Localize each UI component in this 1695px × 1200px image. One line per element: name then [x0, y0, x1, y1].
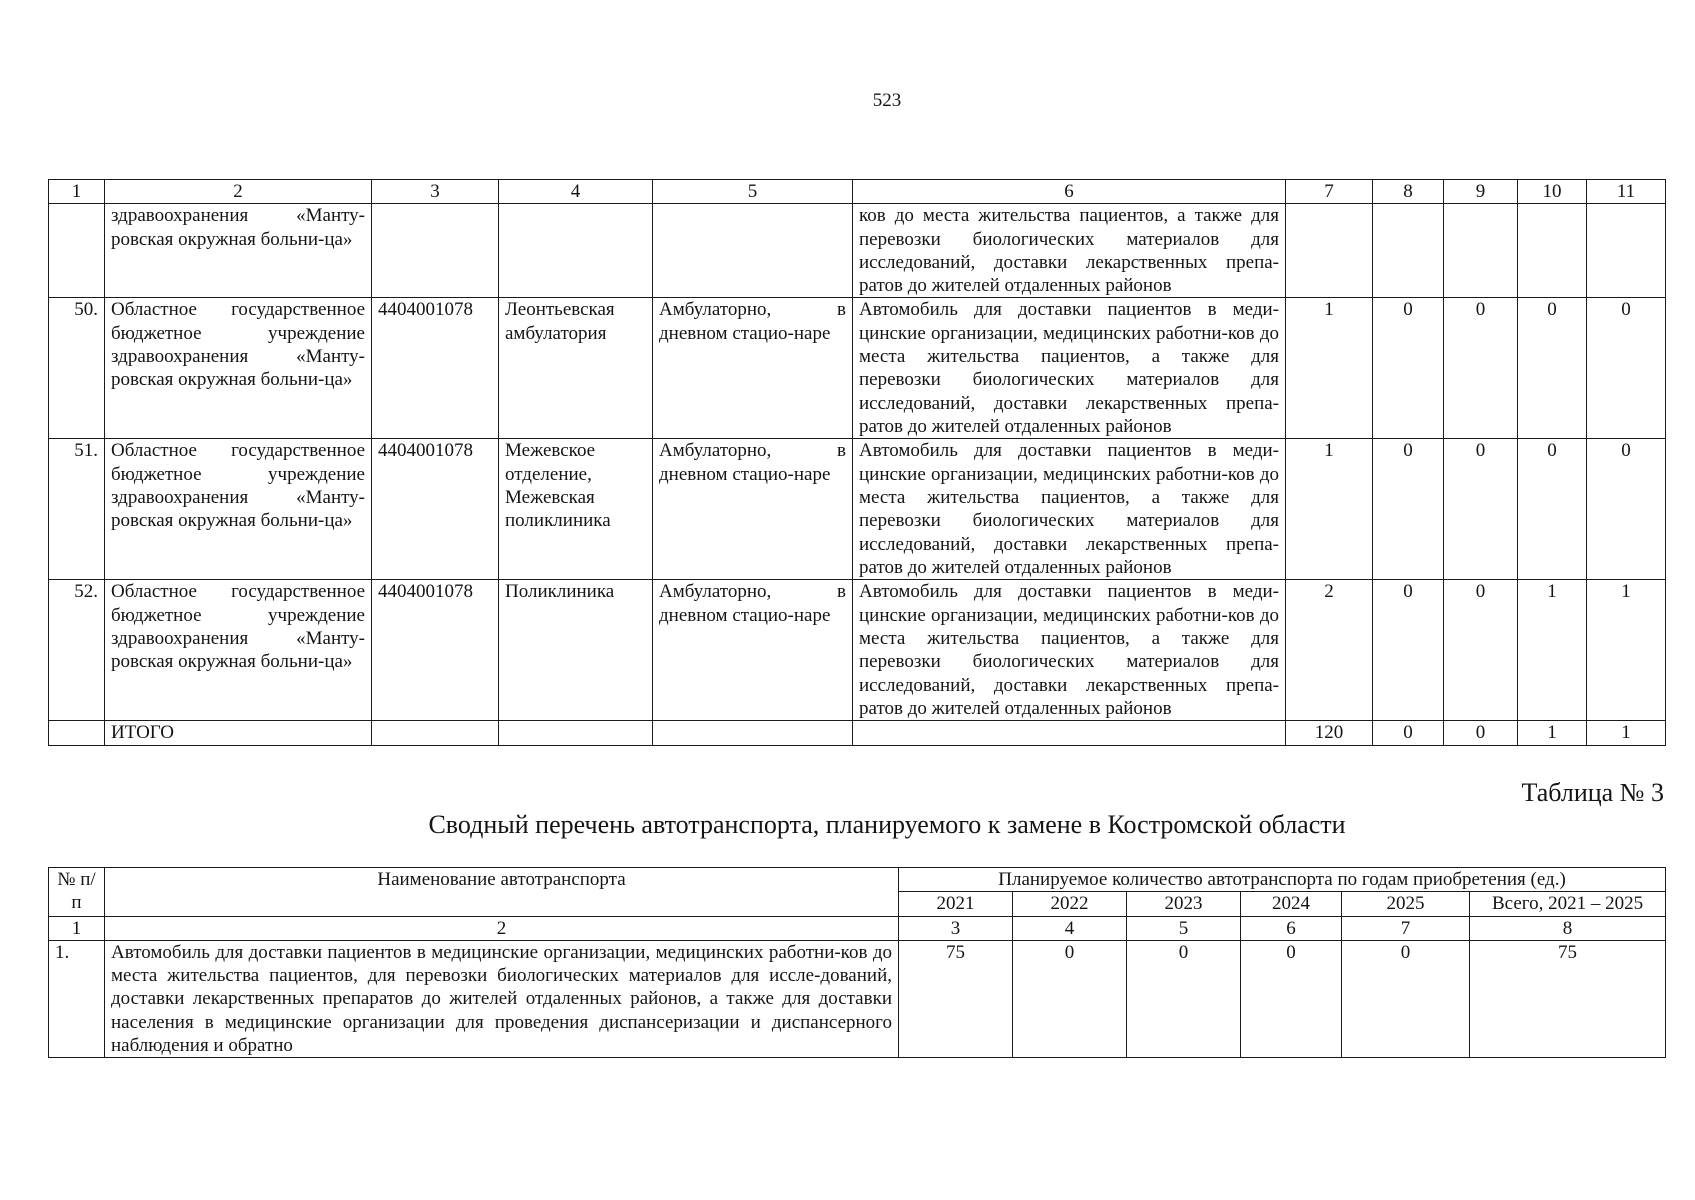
column-number: 6: [853, 180, 1286, 204]
value-cell: 0: [1127, 940, 1241, 1057]
column-number: 5: [1127, 916, 1241, 940]
vehicle-name-cell: Автомобиль для доставки пациентов в медицинские организации, медицинских работни-ков до места жительства пациентов, для перевозки биологических материалов для иссле-дований, доставки лекарственных препаратов до жителей отдаленных районов, а также для доставки населения в медицинские организации для проведения диспансеризации и диспансерного наблюдения и обратно: [105, 940, 899, 1057]
year-header: 2021: [899, 892, 1013, 916]
column-number-row: [49, 180, 1666, 204]
table-title: Сводный перечень автотранспорта, планируемого к замене в Костромской области: [428, 810, 1346, 839]
column-number: 7: [1342, 916, 1470, 940]
row-number: 51.: [49, 439, 105, 580]
total-value: 0: [1373, 721, 1444, 745]
value-cell: 0: [1013, 940, 1127, 1057]
mode-cell: Амбулаторно, в дневном стацио-наре: [653, 439, 853, 580]
total-value: 0: [1444, 721, 1518, 745]
year-header: 2023: [1127, 892, 1241, 916]
unit-cell: Поликлиника: [499, 580, 653, 721]
column-number: 8: [1470, 916, 1666, 940]
page-number: 523: [872, 90, 902, 111]
column-number: 5: [653, 180, 853, 204]
table-row: [49, 298, 1666, 439]
organization-cell: здравоохранения «Манту-ровская окружная больни-ца»: [105, 204, 372, 298]
value-cell: 0: [1518, 439, 1587, 580]
column-number: 8: [1373, 180, 1444, 204]
table-row: [49, 439, 1666, 580]
value-cell: 0: [1342, 940, 1470, 1057]
year-header: 2022: [1013, 892, 1127, 916]
column-number: 6: [1241, 916, 1342, 940]
number-header: № п/п: [49, 868, 105, 917]
value-cell: 1: [1587, 580, 1666, 721]
continuation-row: [49, 204, 1666, 298]
total-value: 120: [1286, 721, 1373, 745]
column-number: 7: [1286, 180, 1373, 204]
row-number: 1.: [49, 940, 105, 1057]
column-number: 2: [105, 180, 372, 204]
column-number: 3: [899, 916, 1013, 940]
value-cell: 0: [1444, 298, 1518, 439]
value-cell: 1: [1286, 298, 1373, 439]
row-number: 52.: [49, 580, 105, 721]
summary-table: [48, 867, 1666, 1058]
total-header: Всего, 2021 – 2025: [1470, 892, 1666, 916]
column-number-row: [49, 916, 1666, 940]
year-header: 2025: [1342, 892, 1470, 916]
mode-cell: Амбулаторно, в дневном стацио-наре: [653, 298, 853, 439]
total-label: ИТОГО: [105, 721, 372, 745]
total-row: [49, 721, 1666, 745]
total-value: 1: [1518, 721, 1587, 745]
value-cell: 0: [1444, 439, 1518, 580]
table-row: [49, 940, 1666, 1057]
year-header: 2024: [1241, 892, 1342, 916]
column-number: 3: [372, 180, 499, 204]
value-cell: 0: [1587, 439, 1666, 580]
value-cell: 75: [899, 940, 1013, 1057]
value-cell: 75: [1470, 940, 1666, 1057]
value-cell: 1: [1518, 580, 1587, 721]
column-number: 10: [1518, 180, 1587, 204]
column-number: 11: [1587, 180, 1666, 204]
value-cell: 0: [1373, 298, 1444, 439]
value-cell: 0: [1444, 580, 1518, 721]
total-value: 1: [1587, 721, 1666, 745]
column-number: 2: [105, 916, 899, 940]
table-row: [49, 580, 1666, 721]
organization-cell: Областное государственное бюджетное учреждение здравоохранения «Манту-ровская окружная больни-ца»: [105, 298, 372, 439]
purpose-cell: ков до места жительства пациентов, а также для перевозки биологических материалов для исследований, доставки лекарственных препа-ратов до жителей отдаленных районов: [853, 204, 1286, 298]
unit-cell: Леонтьевская амбулатория: [499, 298, 653, 439]
header-row: [49, 868, 1666, 892]
column-number: 1: [49, 180, 105, 204]
vehicle-allocation-table: [48, 179, 1666, 746]
unit-cell: Межевское отделение, Межевская поликлиника: [499, 439, 653, 580]
table-label: Таблица № 3: [1521, 778, 1664, 807]
inn-cell: 4404001078: [372, 298, 499, 439]
value-cell: 0: [1241, 940, 1342, 1057]
purpose-cell: Автомобиль для доставки пациентов в меди-цинские организации, медицинских работни-ков до места жительства пациентов, а также для перевозки биологических материалов для исследований, доставки лекарственных препа-ратов до жителей отдаленных районов: [853, 298, 1286, 439]
name-header: Наименование автотранспорта: [105, 868, 899, 917]
purpose-cell: Автомобиль для доставки пациентов в меди-цинские организации, медицинских работни-ков до места жительства пациентов, а также для перевозки биологических материалов для исследований, доставки лекарственных препа-ратов до жителей отдаленных районов: [853, 580, 1286, 721]
purpose-cell: Автомобиль для доставки пациентов в меди-цинские организации, медицинских работни-ков до места жительства пациентов, а также для перевозки биологических материалов для исследований, доставки лекарственных препа-ратов до жителей отдаленных районов: [853, 439, 1286, 580]
plan-header: Планируемое количество автотранспорта по годам приобретения (ед.): [899, 868, 1666, 892]
organization-cell: Областное государственное бюджетное учреждение здравоохранения «Манту-ровская окружная больни-ца»: [105, 580, 372, 721]
value-cell: 0: [1587, 298, 1666, 439]
value-cell: 1: [1286, 439, 1373, 580]
column-number: 9: [1444, 180, 1518, 204]
organization-cell: Областное государственное бюджетное учреждение здравоохранения «Манту-ровская окружная больни-ца»: [105, 439, 372, 580]
column-number: 1: [49, 916, 105, 940]
inn-cell: 4404001078: [372, 580, 499, 721]
value-cell: 2: [1286, 580, 1373, 721]
value-cell: 0: [1373, 439, 1444, 580]
column-number: 4: [1013, 916, 1127, 940]
mode-cell: Амбулаторно, в дневном стацио-наре: [653, 580, 853, 721]
column-number: 4: [499, 180, 653, 204]
inn-cell: 4404001078: [372, 439, 499, 580]
row-number: 50.: [49, 298, 105, 439]
value-cell: 0: [1518, 298, 1587, 439]
value-cell: 0: [1373, 580, 1444, 721]
